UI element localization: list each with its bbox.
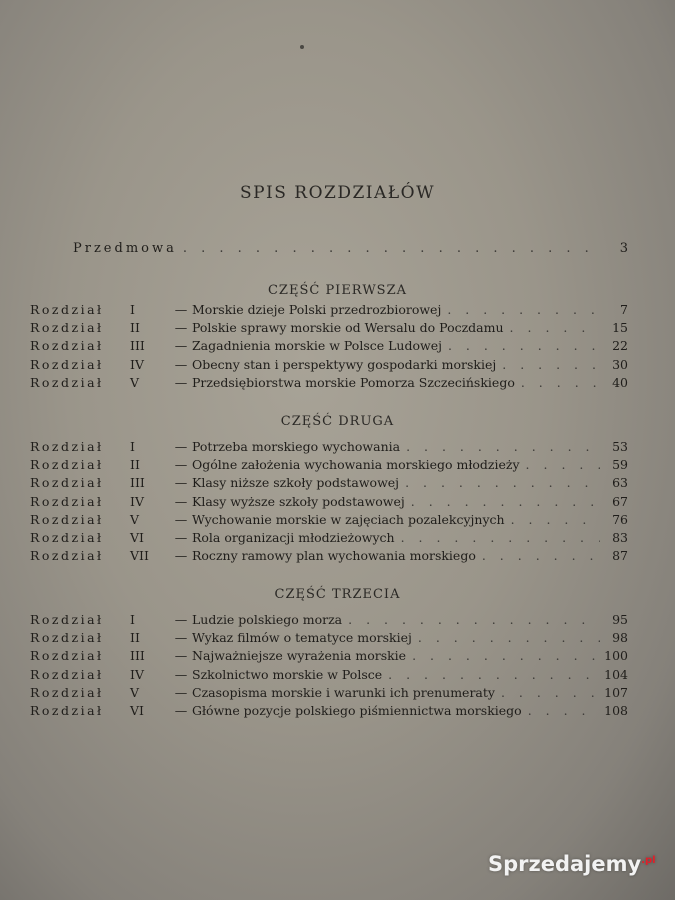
chapter-list-1 [30,302,628,393]
chapter-page: 98 [612,630,628,646]
chapter-number: II [130,457,140,473]
chapter-number: I [130,612,135,627]
chapter-row: Rozdział III — Klasy niższe szkoły podstawowej . . . 63 [30,475,628,493]
chapter-row: Rozdział IV — Klasy wyższe szkoły podstawowej . . . 67 [30,494,628,512]
chapter-row: Rozdział V — Przedsiębiorstwa morskie Pomorza Szczecińskiego . . . 40 [30,375,628,393]
chapter-row: Rozdział II — Ogólne założenia wychowania morskiego młodzieży . . . 59 [30,457,628,475]
chapter-number: III [130,338,145,354]
chapter-page: 63 [612,475,628,491]
chapter-row: Rozdział III — Zagadnienia morskie w Polsce Ludowej . . . 22 [30,338,628,356]
chapter-number: IV [130,666,144,682]
chapter-label: Rozdział [30,320,104,336]
chapter-page: 30 [612,356,628,372]
chapter-title: Szkolnictwo morskie w Polsce [192,666,383,682]
chapter-label: Rozdział [30,630,104,646]
chapter-number: V [130,684,140,700]
chapter-title: Przedsiębiorstwa morskie Pomorza Szczecińskiego [192,374,515,390]
chapter-label: Rozdział [30,457,104,473]
chapter-page: 7 [620,302,628,317]
chapter-number: II [130,630,140,646]
chapter-number: VII [130,548,149,564]
chapter-row: Rozdział I — Morskie dzieje Polski przedrozbiorowej . . . 7 [30,302,628,320]
chapter-label: Rozdział [30,356,104,372]
watermark-logo [488,852,656,876]
chapter-row: Rozdział VI — Główne pozycje polskiego piśmiennictwa morskiego . . . 108 [30,703,628,721]
chapter-label: Rozdział [30,612,104,627]
chapter-number: III [130,648,145,664]
chapter-row: Rozdział I — Potrzeba morskiego wychowania . . . 53 [30,439,628,457]
chapter-row: Rozdział II — Wykaz filmów o tematyce morskiej . . . 98 [30,630,628,648]
chapter-page: 83 [612,529,628,545]
chapter-label: Rozdział [30,702,104,718]
chapter-list-3 [30,612,628,721]
preface-page: 3 [619,241,628,256]
chapter-label: Rozdział [30,548,104,564]
chapter-page: 15 [612,320,628,336]
chapter-number: VI [130,529,144,545]
chapter-row: Rozdział III — Najważniejsze wyrażenia morskie . . . 100 [30,648,628,666]
chapter-page: 67 [612,493,628,509]
chapter-row: Rozdział IV — Szkolnictwo morskie w Polsce . . . 104 [30,667,628,685]
preface-entry [73,241,628,256]
chapter-number: V [130,511,140,527]
chapter-title: Czasopisma morskie i warunki ich prenumeraty [192,684,495,700]
chapter-label: Rozdział [30,493,104,509]
chapter-title: Wykaz filmów o tematyce morskiej [192,630,412,646]
chapter-title: Obecny stan i perspektywy gospodarki morskiej [192,356,497,372]
section-heading-2: CZĘŚĆ DRUGA [280,414,395,429]
chapter-title: Ludzie polskiego morza [192,612,343,627]
chapter-title: Najważniejsze wyrażenia morskie [192,648,407,664]
chapter-number: V [130,374,140,390]
chapter-number: I [130,439,135,454]
section-heading-3: CZĘŚĆ TRZECIA [274,587,401,602]
chapter-label: Rozdział [30,511,104,527]
chapter-number: II [130,320,140,336]
chapter-row: Rozdział II — Polskie sprawy morskie od Wersalu do Poczdamu . . . 15 [30,320,628,338]
chapter-label: Rozdział [30,338,104,354]
chapter-title: Roczny ramowy plan wychowania morskiego [192,548,476,564]
chapter-row: Rozdział VII — Roczny ramowy plan wychowania morskiego . . . 87 [30,548,628,566]
chapter-page: 87 [612,548,628,564]
chapter-row: Rozdział I — Ludzie polskiego morza . . . 95 [30,612,628,630]
chapter-label: Rozdział [30,684,104,700]
chapter-title: Rola organizacji młodzieżowych [192,529,395,545]
chapter-title: Morskie dzieje Polski przedrozbiorowej [192,302,442,317]
chapter-title: Klasy niższe szkoły podstawowej [192,475,400,491]
chapter-title: Główne pozycje polskiego piśmiennictwa morskiego [192,702,522,718]
watermark-suffix: .pl [641,855,656,866]
chapter-page: 53 [612,439,628,454]
chapter-list-2 [30,439,628,566]
chapter-page: 95 [612,612,628,627]
watermark-text: Sprzedajemy [488,852,642,876]
chapter-title: Wychowanie morskie w zajęciach pozalekcyjnych [192,511,505,527]
chapter-label: Rozdział [30,475,104,491]
chapter-page: 40 [612,374,628,390]
chapter-number: VI [130,702,144,718]
chapter-row: Rozdział IV — Obecny stan i perspektywy gospodarki morskiej . . . 30 [30,357,628,375]
page-title: SPIS ROZDZIAŁÓW [239,183,436,203]
chapter-page: 107 [604,684,628,700]
preface-label: Przedmowa [73,241,177,256]
chapter-label: Rozdział [30,374,104,390]
chapter-row: Rozdział V — Wychowanie morskie w zajęciach pozalekcyjnych . . . 76 [30,512,628,530]
chapter-label: Rozdział [30,666,104,682]
leader-dots [183,241,600,256]
chapter-title: Polskie sprawy morskie od Wersalu do Poczdamu [192,320,504,336]
chapter-page: 59 [612,457,628,473]
chapter-number: III [130,475,145,491]
chapter-label: Rozdział [30,529,104,545]
chapter-label: Rozdział [30,648,104,664]
section-heading-1: CZĘŚĆ PIERWSZA [267,283,408,298]
chapter-row: Rozdział V — Czasopisma morskie i warunki ich prenumeraty . . . 107 [30,685,628,703]
chapter-page: 22 [612,338,628,354]
chapter-label: Rozdział [30,302,104,317]
chapter-number: IV [130,356,144,372]
chapter-page: 100 [604,648,628,664]
chapter-page: 108 [604,702,628,718]
chapter-label: Rozdział [30,439,104,454]
chapter-title: Klasy wyższe szkoły podstawowej [192,493,405,509]
chapter-title: Potrzeba morskiego wychowania [192,439,401,454]
chapter-number: IV [130,493,144,509]
chapter-row: Rozdział VI — Rola organizacji młodzieżowych . . . 83 [30,530,628,548]
chapter-title: Ogólne założenia wychowania morskiego młodzieży [192,457,520,473]
chapter-page: 104 [604,666,628,682]
chapter-page: 76 [612,511,628,527]
chapter-number: I [130,302,135,317]
ink-speck [300,45,304,49]
chapter-title: Zagadnienia morskie w Polsce Ludowej [192,338,442,354]
